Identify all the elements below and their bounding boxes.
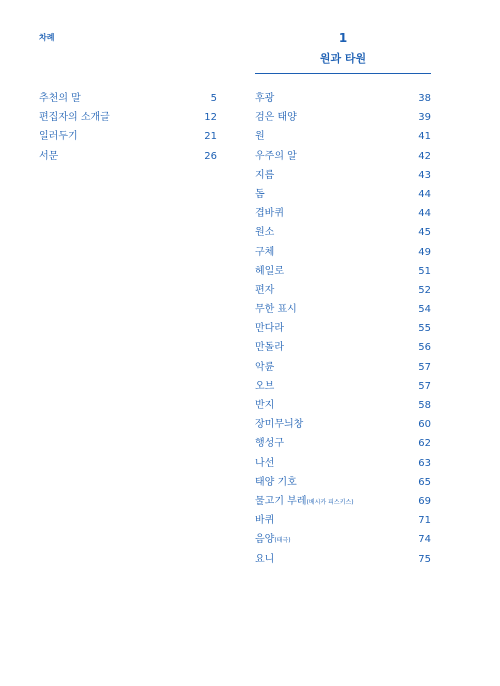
entry-page-number: 56	[418, 342, 431, 354]
entry-title	[255, 361, 274, 375]
chapter-entry	[255, 495, 431, 514]
entry-page-number: 57	[418, 361, 431, 373]
entry-page-number: 54	[418, 304, 431, 316]
chapter-entry	[255, 533, 431, 552]
chapter-divider	[255, 73, 431, 74]
chapter-entry	[255, 92, 431, 111]
entry-title-text: 만다라	[255, 323, 284, 335]
entry-title	[255, 495, 354, 510]
chapter-entry	[255, 341, 431, 360]
entry-title	[255, 111, 297, 125]
entry-title-text: 행성구	[255, 438, 284, 450]
entry-title	[255, 457, 274, 471]
entry-title-text: 악륜	[255, 361, 275, 373]
entry-page-number: 60	[418, 419, 431, 431]
entry-page-number: 26	[204, 150, 217, 162]
entry-title-text: 장미무늬창	[255, 419, 304, 431]
entry-page-number: 71	[418, 515, 431, 527]
entry-note: (베시카 피스키스)	[306, 498, 354, 506]
entry-page-number: 62	[418, 438, 431, 450]
entry-page-number: 42	[418, 150, 431, 162]
entry-page-number: 52	[418, 284, 431, 296]
entry-title-text: 돔	[255, 188, 265, 200]
entry-title	[255, 226, 274, 240]
chapter-entry-list	[255, 92, 431, 572]
entry-title-text: 원	[255, 131, 265, 143]
entry-page-number: 69	[418, 495, 431, 507]
chapter-entry	[255, 514, 431, 533]
chapter-entry	[255, 322, 431, 341]
entry-note: (태극)	[274, 537, 291, 545]
entry-page-number: 12	[204, 112, 217, 124]
entry-title	[39, 130, 78, 144]
entry-page-number: 49	[418, 246, 431, 258]
chapter-number: 1	[338, 31, 348, 45]
entry-title	[255, 207, 284, 221]
entry-title-text: 구체	[255, 246, 275, 258]
chapter-entry	[255, 361, 431, 380]
chapter-entry	[255, 130, 431, 149]
chapter-entry	[255, 169, 431, 188]
chapter-entry	[255, 303, 431, 322]
entry-title	[255, 303, 297, 317]
front-matter-list	[39, 92, 217, 169]
chapter-entry	[255, 399, 431, 418]
entry-title-text: 서문	[39, 150, 59, 162]
entry-title-text: 일러두기	[39, 131, 78, 143]
entry-page-number: 51	[418, 265, 431, 277]
entry-title-text: 요니	[255, 553, 275, 565]
chapter-entry	[255, 246, 431, 265]
entry-title	[255, 130, 265, 144]
entry-title	[255, 380, 274, 394]
chapter-entry	[255, 188, 431, 207]
chapter-entry	[255, 380, 431, 399]
entry-page-number: 45	[418, 227, 431, 239]
entry-title-text: 헤일로	[255, 265, 284, 277]
entry-title-text: 나선	[255, 457, 275, 469]
chapter-entry	[255, 207, 431, 226]
entry-title	[255, 341, 284, 355]
chapter-entry	[255, 284, 431, 303]
chapter-header	[255, 30, 431, 66]
entry-title-text: 태양 기호	[255, 476, 297, 488]
entry-title	[39, 92, 81, 106]
entry-title-text: 만돌라	[255, 342, 284, 354]
entry-title	[255, 246, 274, 260]
entry-page-number: 75	[418, 553, 431, 565]
entry-title	[255, 399, 274, 413]
entry-page-number: 41	[418, 131, 431, 143]
entry-title	[255, 265, 284, 279]
entry-page-number: 21	[204, 131, 217, 143]
entry-title	[255, 533, 291, 548]
entry-page-number: 39	[418, 112, 431, 124]
chapter-entry	[255, 111, 431, 130]
entry-title-text: 겹바퀴	[255, 208, 284, 220]
entry-title	[39, 111, 110, 125]
entry-title-text: 후광	[255, 93, 275, 104]
front-matter-entry	[39, 111, 217, 130]
entry-title-text: 추천의 말	[39, 93, 81, 104]
entry-title-text: 편집자의 소개글	[39, 112, 110, 124]
entry-title	[255, 418, 303, 432]
entry-page-number: 44	[418, 208, 431, 220]
chapter-entry	[255, 437, 431, 456]
entry-title	[255, 188, 265, 202]
chapter-entry	[255, 226, 431, 245]
chapter-entry	[255, 265, 431, 284]
chapter-entry	[255, 553, 431, 572]
entry-title-text: 검은 태양	[255, 112, 297, 124]
entry-page-number: 58	[418, 400, 431, 411]
chapter-entry	[255, 457, 431, 476]
entry-title-text: 음양	[255, 534, 275, 546]
entry-title-text: 지름	[255, 169, 275, 181]
chapter-entry	[255, 150, 431, 169]
entry-title-text: 바퀴	[255, 515, 275, 527]
entry-title	[255, 169, 274, 183]
entry-page-number: 43	[418, 169, 431, 181]
entry-title	[255, 322, 284, 336]
entry-title-text: 우주의 알	[255, 150, 297, 162]
entry-title	[255, 92, 274, 106]
entry-page-number: 55	[418, 323, 431, 335]
entry-title	[255, 553, 274, 567]
chapter-entry	[255, 476, 431, 495]
chapter-title: 원과 타원	[319, 52, 367, 65]
entry-page-number: 57	[418, 380, 431, 392]
entry-page-number: 65	[418, 476, 431, 488]
entry-title-text: 물고기 부레	[255, 495, 307, 507]
front-matter-entry	[39, 150, 217, 169]
entry-title	[255, 476, 297, 490]
front-matter-entry	[39, 130, 217, 149]
entry-page-number: 63	[418, 457, 431, 469]
toc-heading: 차례	[39, 33, 55, 42]
entry-title-text: 편자	[255, 284, 275, 296]
entry-title	[39, 150, 58, 164]
chapter-entry	[255, 418, 431, 437]
entry-page-number: 5	[210, 93, 217, 104]
entry-title	[255, 150, 297, 164]
entry-title-text: 원소	[255, 227, 275, 239]
entry-title	[255, 284, 274, 298]
front-matter-entry	[39, 92, 217, 111]
entry-title-text: 무한 표시	[255, 304, 297, 316]
entry-title	[255, 437, 284, 451]
entry-title-text: 오브	[255, 380, 275, 392]
entry-page-number: 38	[418, 93, 431, 104]
entry-title	[255, 514, 274, 528]
entry-page-number: 44	[418, 188, 431, 200]
entry-title-text: 반지	[255, 400, 275, 411]
entry-page-number: 74	[418, 534, 431, 546]
